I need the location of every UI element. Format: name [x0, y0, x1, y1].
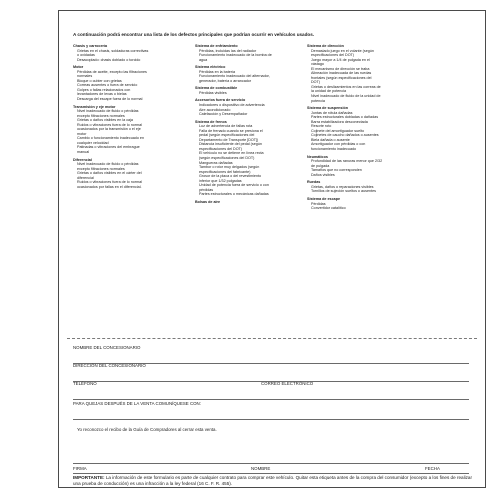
defect-section-title: Sistema de frenos [195, 119, 227, 124]
signature-label: FIRMA [73, 466, 87, 471]
defect-item: normales [77, 74, 93, 79]
buyers-guide-form [58, 10, 486, 488]
defect-item: Golpes o fallas relacionados con [77, 87, 131, 92]
defect-item: potencia [311, 98, 325, 103]
defect-item: generador, batería o arrancador [199, 78, 252, 83]
important-notice [73, 475, 475, 487]
defect-item: Nivel inadecuado de fluido de la unidad de [311, 94, 381, 99]
defect-section-title: Motor [73, 65, 84, 70]
defect-item: Ruidos o vibraciones fuera de lo normal [77, 122, 142, 127]
defect-section-title: Neumáticos [307, 154, 328, 159]
defect-item: la unidad de potencia [311, 89, 347, 94]
defect-section-title: Bolsas de aire [195, 199, 221, 204]
defect-item: especificaciones del DOT) [311, 53, 355, 58]
defect-item: Patinadas o vibraciones del embrague [77, 145, 140, 150]
defect-item: frontales (según especificaciones del [311, 75, 372, 80]
defect-section-title: Sistema de escape [307, 196, 341, 201]
defect-item: manual [77, 150, 90, 155]
defect-item: Pérdidas, incluidas las del radiador [199, 48, 257, 53]
defect-item: Grietas o deslizamientos en las correas de [311, 84, 381, 89]
defect-item: Cojinete del amortiguador suelto [311, 128, 365, 133]
complaints-contact-field[interactable] [73, 401, 469, 420]
defect-item: motor [77, 131, 87, 136]
defects-column-3 [307, 44, 417, 211]
defect-item: Demasiado juego en el volante (según [311, 48, 374, 53]
defect-item: Funcionamiento inadecuado de la bomba de [199, 53, 272, 58]
defect-item: Falla de frenado cuando se presiona el [199, 128, 263, 133]
dealer-name-field[interactable] [73, 345, 469, 364]
defect-item: Cojinetes de caucho dañados o ausentes [311, 133, 379, 138]
notice-rule [73, 473, 469, 474]
defect-item: Pérdidas de aceite, excepto las filtraciones [77, 69, 147, 74]
defect-section-title: Ruedas [307, 180, 321, 185]
defect-item: Indicadores o dispositivo de advertencia [199, 103, 265, 108]
defect-item: Desacoplado: chasis doblado o torcido [77, 57, 141, 62]
defect-item: Juntas de rótula dañadas [311, 110, 353, 115]
defect-item: DOT) [311, 80, 321, 85]
defect-item: excepto filtraciones normales [77, 166, 125, 171]
defect-item: levantadores de levas o bielas [77, 92, 127, 97]
defect-item: Pérdidas en la batería [199, 69, 236, 74]
defect-item: Profundidad de las ranuras menor que 2/32 [311, 159, 383, 164]
defect-item: especificaciones del DOT) [199, 146, 243, 151]
defect-item: agua [199, 57, 208, 62]
defect-item: Daños visibles [311, 172, 335, 177]
defect-item: Mangueras dañadas [199, 160, 233, 165]
defect-item: pedal (según especificaciones del [199, 133, 255, 138]
defect-item: Funcionamiento inadecuado del alternador, [199, 74, 270, 79]
defects-column-2 [195, 44, 303, 205]
defect-item: Ruidos o vibraciones fuera de lo normal [77, 180, 142, 185]
defect-item: Nivel inadecuado de fluido o pérdidas [77, 109, 139, 114]
defect-section-title: Transmisión y eje motor [73, 104, 116, 109]
defect-item: Bloque o cubier con grietas [77, 78, 122, 83]
defect-item: Convertidor catalítico [311, 206, 346, 211]
defect-item: Partes estructurales dobladas o dañadas [311, 115, 379, 120]
defect-item: funcionamiento inadecuado [311, 147, 357, 152]
notice-lead: IMPORTANTE: [73, 475, 105, 480]
defect-item: Alineación inadecuada de las ruedas [311, 71, 372, 76]
defect-section-title: Sistema de combustible [195, 86, 238, 91]
date-label: FECHA [425, 466, 440, 471]
defect-item: pérdidas [199, 187, 214, 192]
name-label: NOMBRE [251, 466, 271, 471]
defects-column-1 [73, 44, 191, 189]
defect-item: Tornillos de sujeción sueltos o ausentes [311, 189, 376, 194]
defect-item: (según especificaciones del DOT) [199, 156, 255, 161]
defect-item: El vehículo no se detiene en línea recta [199, 151, 264, 156]
acknowledgement-text: Yo reconozco el recibo de la Guía de Compradores al cerrar esta venta. [77, 427, 217, 432]
defect-item: ocasionados por fallas en el diferencial. [77, 184, 142, 189]
defect-item: diferencial [77, 175, 94, 180]
defect-item: Amortiguador con pérdidas o con [311, 142, 366, 147]
defect-item: Aire acondicionado [199, 107, 231, 112]
defect-item: Nivel inadecuado de fluido o pérdidas [77, 162, 139, 167]
defect-item: Biela dañada o ausente [311, 137, 350, 142]
defect-item: Calefacción y Desempañador [199, 112, 248, 117]
defect-item: o oxidadas [77, 53, 95, 58]
defect-item: Tambor o rotor muy delgados (según [199, 165, 260, 170]
defect-item: Pérdidas visibles [199, 90, 227, 95]
defect-item: Partes estructurales o mecánicas dañadas [199, 192, 269, 197]
defect-item: Unidad de potencia fuera de servicio o con [199, 183, 269, 188]
defect-item: Tamaños que no corresponden [311, 168, 362, 173]
defect-item: especificaciones del fabricante) [199, 169, 251, 174]
defect-item: inferior que 1/32 pulgadas [199, 178, 242, 183]
contact-field[interactable] [73, 381, 469, 400]
dealer-name-label: NOMBRE DEL CONCESIONARIO [73, 345, 141, 350]
defect-item: cualquier velocidad [77, 140, 109, 145]
signature-line[interactable] [73, 463, 469, 464]
defect-section-title: Sistema eléctrico [195, 65, 226, 70]
defect-section-title: Sistema de suspensión [307, 106, 348, 111]
defect-item: Juego mayor a 1/4 de pulgada en el [311, 57, 370, 62]
defect-item: Pérdidas [311, 201, 326, 206]
defect-item: ocasionados por la transmisión o el eje [77, 127, 141, 132]
defect-item: Barra estabilizadora desconectada [311, 119, 368, 124]
notice-text: La información de este formulario es parte de cualquier contrato para comprar este vehículo. Quitar esta etiqueta antes de la compra del consumidor (excepto a los fines de realizar una prueba de conducción) es una infracción a la ley federal (16 C. F. R. 455). [73, 475, 473, 486]
defect-item: Grietas o daños visibles en el cárter del [77, 171, 142, 176]
defect-item: Grietas, daños o reparaciones visibles [311, 184, 374, 189]
dealer-address-label: DIRECCIÓN DEL CONCESIONARIO [73, 363, 146, 368]
defect-section-title: Sistema de dirección [307, 44, 344, 48]
defect-item: vástago [311, 62, 324, 67]
dealer-address-field[interactable] [73, 363, 469, 382]
defect-item: de pulgada [311, 163, 330, 168]
defect-item: Luz de advertencia de fallas rota [199, 124, 253, 129]
defect-item: Grietas o daños visibles en la caja [77, 118, 133, 123]
defect-item: Descarga del escape fuera de lo normal [77, 97, 143, 102]
defect-item: Departamento de Transporte [DOT]) [199, 137, 259, 142]
defect-section-title: Sistema de enfriamiento [195, 44, 238, 48]
cut-line-divider [67, 338, 477, 339]
phone-label: TELÉFONO [73, 381, 97, 386]
defect-item: Grietas en el chasis, soldaduras correctivas [77, 48, 149, 53]
defect-item: Resorte roto [311, 124, 332, 129]
defect-item: excepto filtraciones normales [77, 113, 125, 118]
defect-item: Cambio o funcionamiento inadecuado en [77, 136, 145, 141]
defect-section-title: Chasis y carrocería [73, 44, 108, 48]
defect-item: Grosor de la placa o del revestimiento [199, 174, 262, 179]
defect-section-title: Accesorios fuera de servicio [195, 98, 246, 103]
complaints-label: PARA QUEJAS DESPUÉS DE LA VENTA COMUNÍQUESE CON: [73, 401, 201, 406]
defect-item: Correas ausentes o fuera de servicio [77, 83, 138, 88]
defect-item: Distancia insuficiente del pedal (según [199, 142, 262, 147]
intro-text: A continuación podrá encontrar una lista de los defectos principales que podrían ocurrir en vehículos usados. [73, 32, 315, 37]
defect-item: El mecanismo de dirección se traba [311, 66, 370, 71]
defect-section-title: Diferencial [73, 157, 92, 162]
email-label: CORREO ELECTRÓNICO [261, 381, 314, 386]
